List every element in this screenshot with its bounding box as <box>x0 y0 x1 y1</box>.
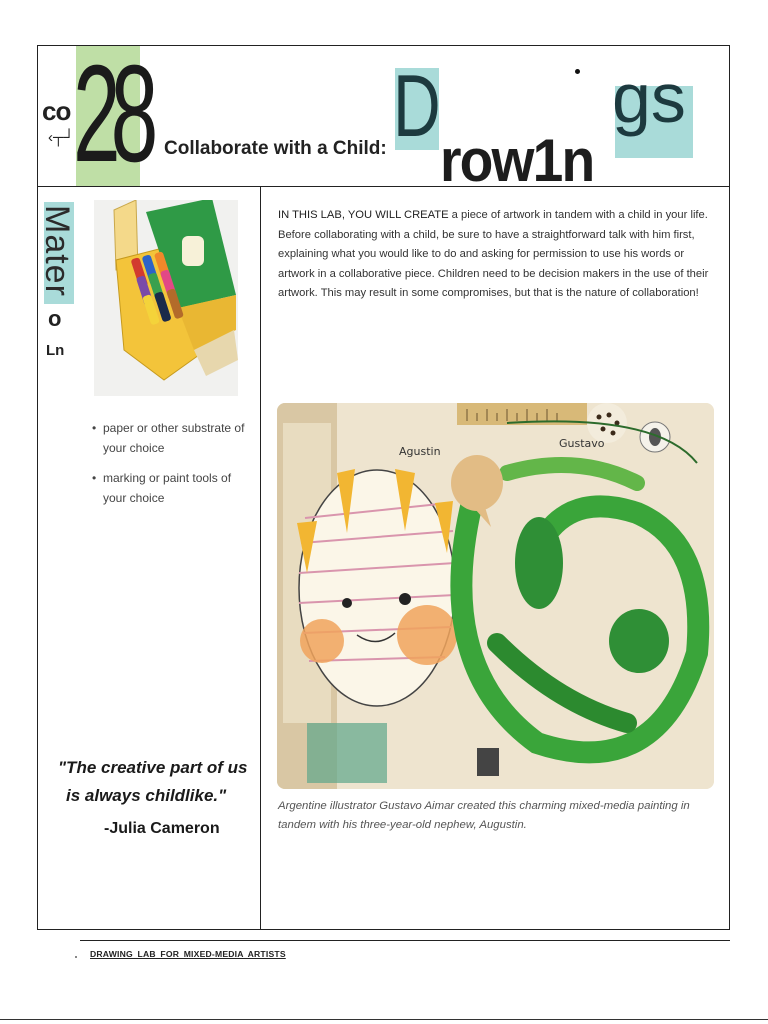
intro-body: a piece of artwork in tandem with a child in your life. Before collaborating with a child, be sure to have a straightforward talk with him first, explaining what you would like to do and asking for permission to use his words or artwork in a collaborative piece. Children need to be decision makers in the use of their artwork. This may result in some compromises, but that is the nature of collaboration! <box>278 209 709 300</box>
artwork-label-gustavo: Gustavo <box>559 437 605 450</box>
artwork-image <box>277 403 714 789</box>
artwork-illustration <box>277 403 714 789</box>
materials-suffix: Ln <box>46 342 65 359</box>
pull-quote <box>58 754 248 810</box>
materials-item: • paper or other substrate of your choice <box>92 418 252 458</box>
artwork-caption: Argentine illustrator Gustavo Aimar created this charming mixed-media painting in tandem with his three-year-old nephew, Augustin. <box>278 800 690 831</box>
artwork-label-agustin: Agustin <box>399 445 441 458</box>
page-title: row1n <box>440 127 594 194</box>
materials-letter: o <box>48 306 62 331</box>
lab-number: 28 <box>73 37 149 191</box>
crayon-box-image <box>94 200 238 396</box>
lab-prefix: co <box>42 96 71 126</box>
title-letter-d: D <box>393 56 441 155</box>
lab-tag: ‹┬┘ <box>48 129 75 146</box>
page-bottom-rule <box>0 1019 768 1020</box>
title-letters-gs: gs <box>612 59 686 137</box>
footer-dot <box>75 956 77 958</box>
intro-lead: IN THIS LAB, YOU WILL CREATE <box>278 209 449 221</box>
footer-rule <box>80 940 730 941</box>
quote-author: -Julia Cameron <box>104 820 220 837</box>
column-divider <box>260 186 261 930</box>
running-title: DRAWING LAB FOR MIXED-MEDIA ARTISTS <box>90 949 286 959</box>
materials-item: • marking or paint tools of your choice <box>92 468 252 508</box>
materials-heading: Mater <box>38 205 76 297</box>
intro-paragraph <box>278 206 718 304</box>
pull-quote-line: "The creative part of us <box>58 758 248 777</box>
crayon-box-illustration <box>94 200 238 396</box>
pull-quote-line: is always childlike." <box>66 786 227 805</box>
title-dot <box>575 69 580 74</box>
materials-list <box>92 418 252 518</box>
lab-subtitle: Collaborate with a Child: <box>164 138 387 159</box>
